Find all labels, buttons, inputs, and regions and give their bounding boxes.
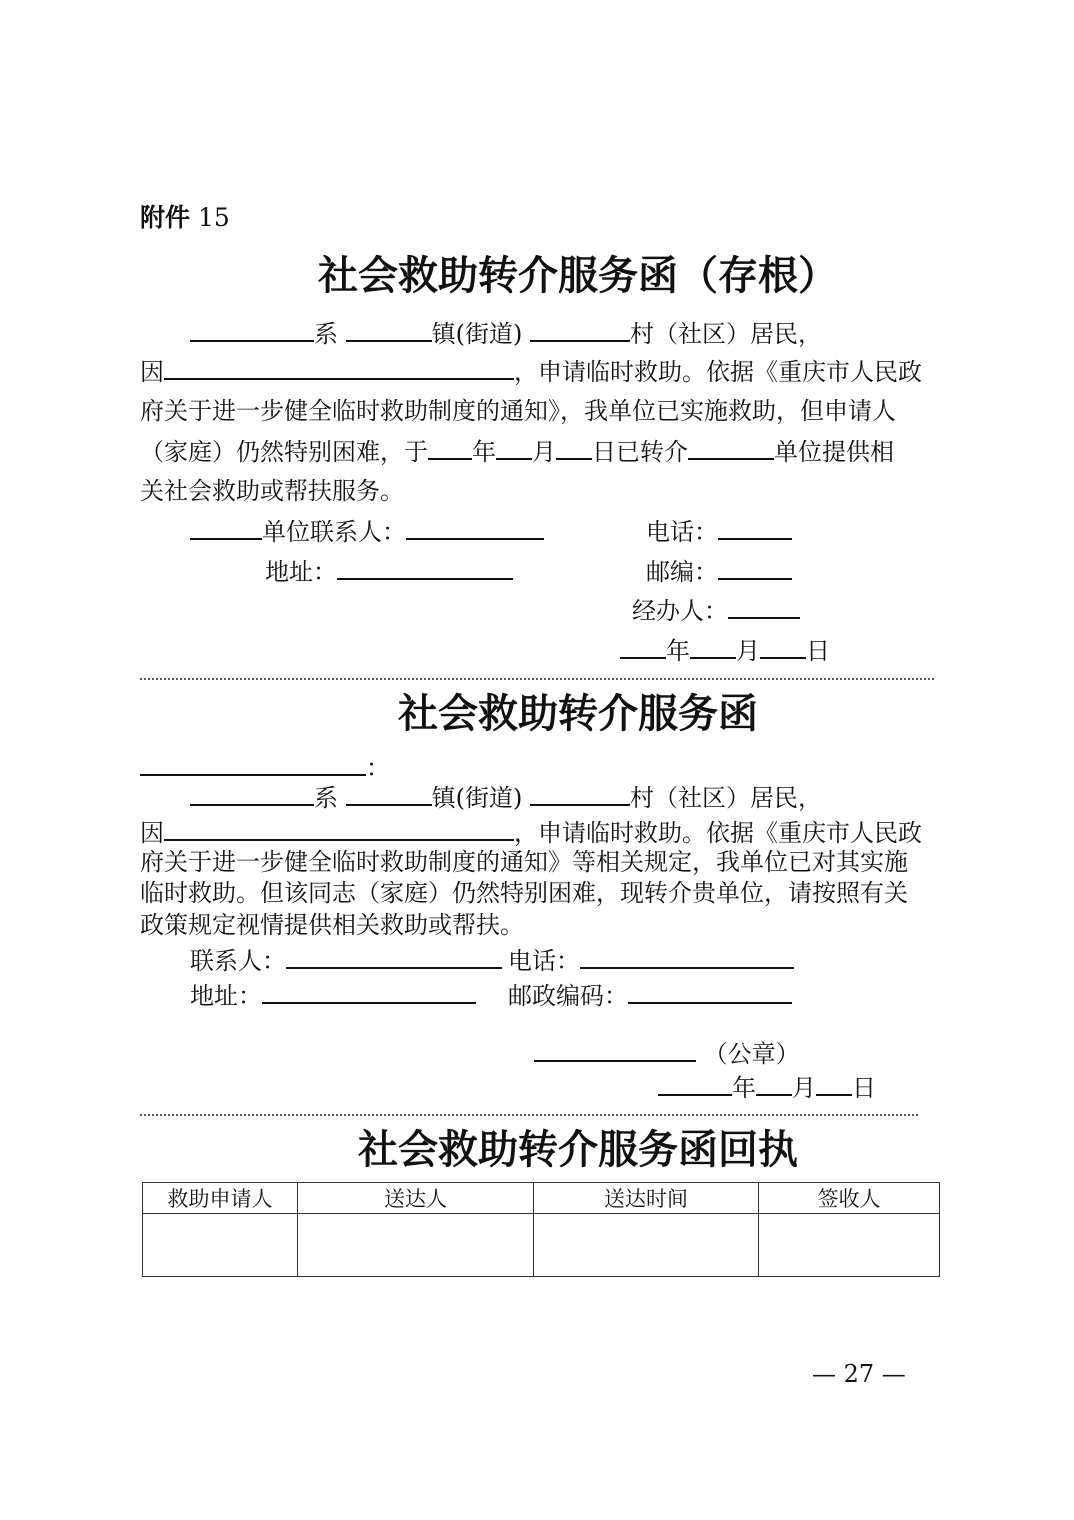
signee-cell[interactable] — [759, 1214, 940, 1277]
letter-line-3: 府关于进一步健全临时救助制度的通知》等相关规定，我单位已对其实施 — [140, 848, 908, 876]
stub-title: 社会救助转介服务函（存根） — [318, 252, 838, 299]
stub-date: 年 月 日 — [620, 635, 830, 666]
stub-line-3: 府关于进一步健全临时救助制度的通知》，我单位已实施救助，但申请人 — [140, 397, 896, 425]
page-number: — 27 — — [812, 1360, 906, 1388]
stub-line-5: 关社会救助或帮扶服务。 — [140, 477, 404, 505]
letter-line-4: 临时救助。但该同志（家庭）仍然特别困难，现转介贵单位，请按照有关 — [140, 879, 908, 907]
stub-line-2: 因 ，申请临时救助。依据《重庆市人民政 — [140, 358, 922, 386]
receipt-title: 社会救助转介服务函回执 — [358, 1126, 798, 1173]
receipt-table — [142, 1182, 940, 1277]
letter-address: 地址： — [190, 980, 476, 1011]
letter-phone: 电话： — [508, 945, 794, 976]
col-signee: 签收人 — [759, 1183, 940, 1214]
cut-line-2 — [140, 1114, 918, 1116]
receipt-header-row — [143, 1183, 940, 1214]
col-delivery-time: 送达时间 — [534, 1183, 759, 1214]
deliverer-cell[interactable] — [298, 1214, 534, 1277]
stub-postcode: 邮编： — [646, 556, 792, 587]
attachment-label: 附件 15 — [140, 203, 230, 232]
letter-title: 社会救助转介服务函 — [398, 690, 758, 737]
letter-contact: 联系人： — [190, 945, 502, 976]
col-applicant: 救助申请人 — [143, 1183, 298, 1214]
stub-address: 地址： — [265, 556, 513, 587]
receipt-blank-row — [143, 1214, 940, 1277]
stub-phone: 电话： — [646, 516, 792, 547]
letter-line-2: 因 ，申请临时救助。依据《重庆市人民政 — [140, 819, 922, 847]
letter-line-1: 系 镇(街道) 村（社区）居民， — [190, 782, 822, 813]
letter-addressee: ： — [140, 752, 390, 783]
col-deliverer: 送达人 — [298, 1183, 534, 1214]
stub-handler: 经办人： — [632, 595, 800, 626]
letter-postal-code: 邮政编码： — [508, 980, 792, 1011]
delivery-time-cell[interactable] — [534, 1214, 759, 1277]
stub-line-4: （家庭）仍然特别困难，于 年 月 日已转介 单位提供相 — [140, 438, 894, 466]
applicant-cell[interactable] — [143, 1214, 298, 1277]
letter-seal: （公章） — [534, 1038, 800, 1069]
cut-line-1 — [140, 678, 934, 680]
letter-line-5: 政策规定视情提供相关救助或帮扶。 — [140, 911, 524, 939]
stub-contact: 单位联系人： — [190, 516, 544, 547]
stub-line-1: 系 镇(街道) 村（社区）居民， — [190, 318, 822, 349]
letter-date: 年 月 日 — [658, 1072, 876, 1103]
